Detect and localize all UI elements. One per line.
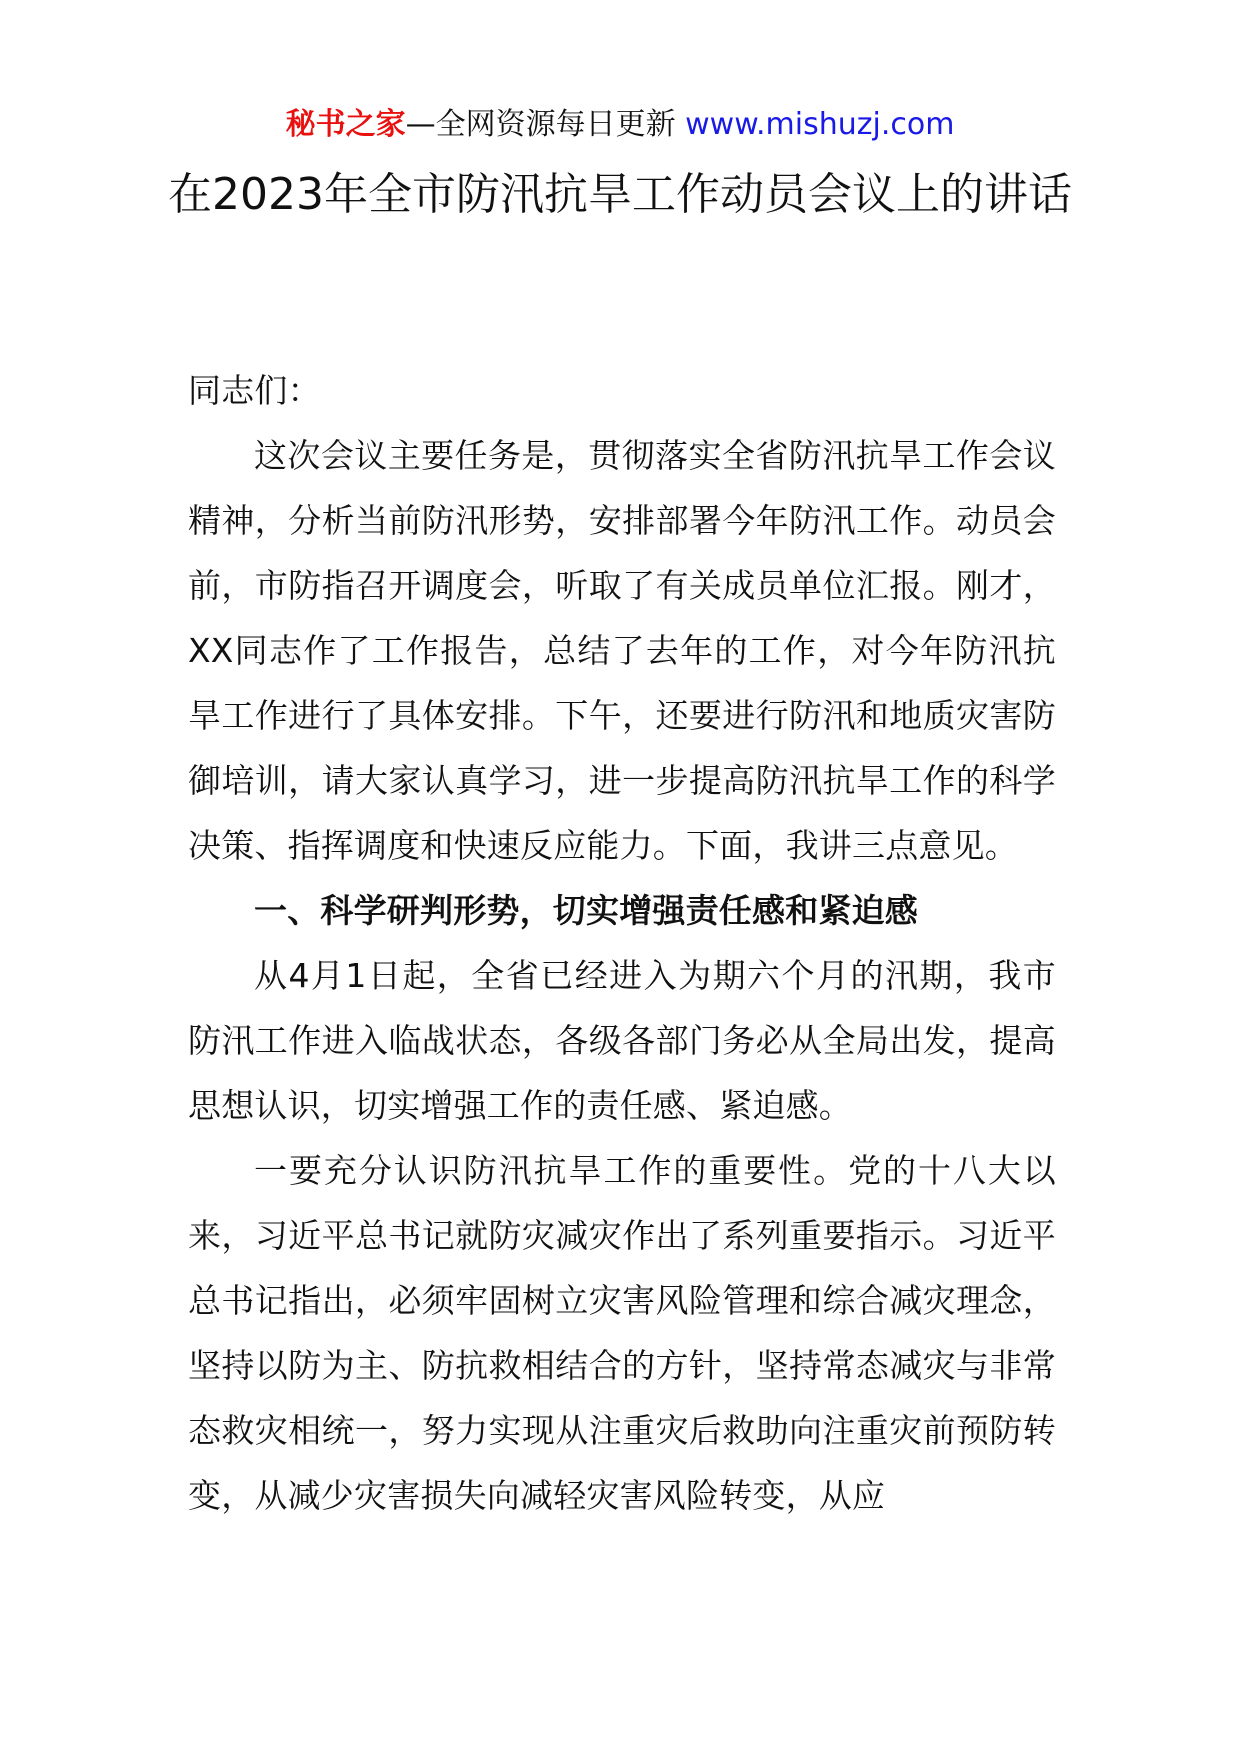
paragraph-intro: 这次会议主要任务是，贯彻落实全省防汛抗旱工作会议精神，分析当前防汛形势，安排部署今年防汛工作。动员会前，市防指召开调度会，听取了有关成员单位汇报。刚才，XX同志作了工作报告，总结了去年的工作，对今年防汛抗旱工作进行了具体安排。下午，还要进行防汛和地质灾害防御培训，请大家认真学习，进一步提高防汛抗旱工作的科学决策、指挥调度和快速反应能力。下面，我讲三点意见。 — [188, 436, 1056, 865]
paragraph-importance: 一要充分认识防汛抗旱工作的重要性。党的十八大以来，习近平总书记就防灾减灾作出了系列重要指示。习近平总书记指出，必须牢固树立灾害风险管理和综合减灾理念，坚持以防为主、防抗救相结合的方针，坚持常态减灾与非常态救灾相统一，努力实现从注重灾后救助向注重灾前预防转变，从减少灾害损失向减轻灾害风险转变，从应 — [188, 1151, 1056, 1515]
document-title: 在2023年全市防汛抗旱工作动员会议上的讲话 — [168, 169, 1072, 220]
section-heading-1: 一、科学研判形势，切实增强责任感和紧迫感 — [254, 891, 918, 930]
brand-name: 秘书之家 — [285, 107, 406, 142]
salutation: 同志们： — [188, 371, 321, 410]
site-url[interactable]: www.mishuzj.com — [685, 107, 955, 142]
document-body — [188, 358, 1056, 1528]
site-header — [0, 103, 1240, 147]
paragraph-flood-season: 从4月1日起，全省已经进入为期六个月的汛期，我市防汛工作进入临战状态，各级各部门务必从全局出发，提高思想认识，切实增强工作的责任感、紧迫感。 — [188, 956, 1056, 1125]
site-tagline: —全网资源每日更新 — [405, 107, 686, 142]
